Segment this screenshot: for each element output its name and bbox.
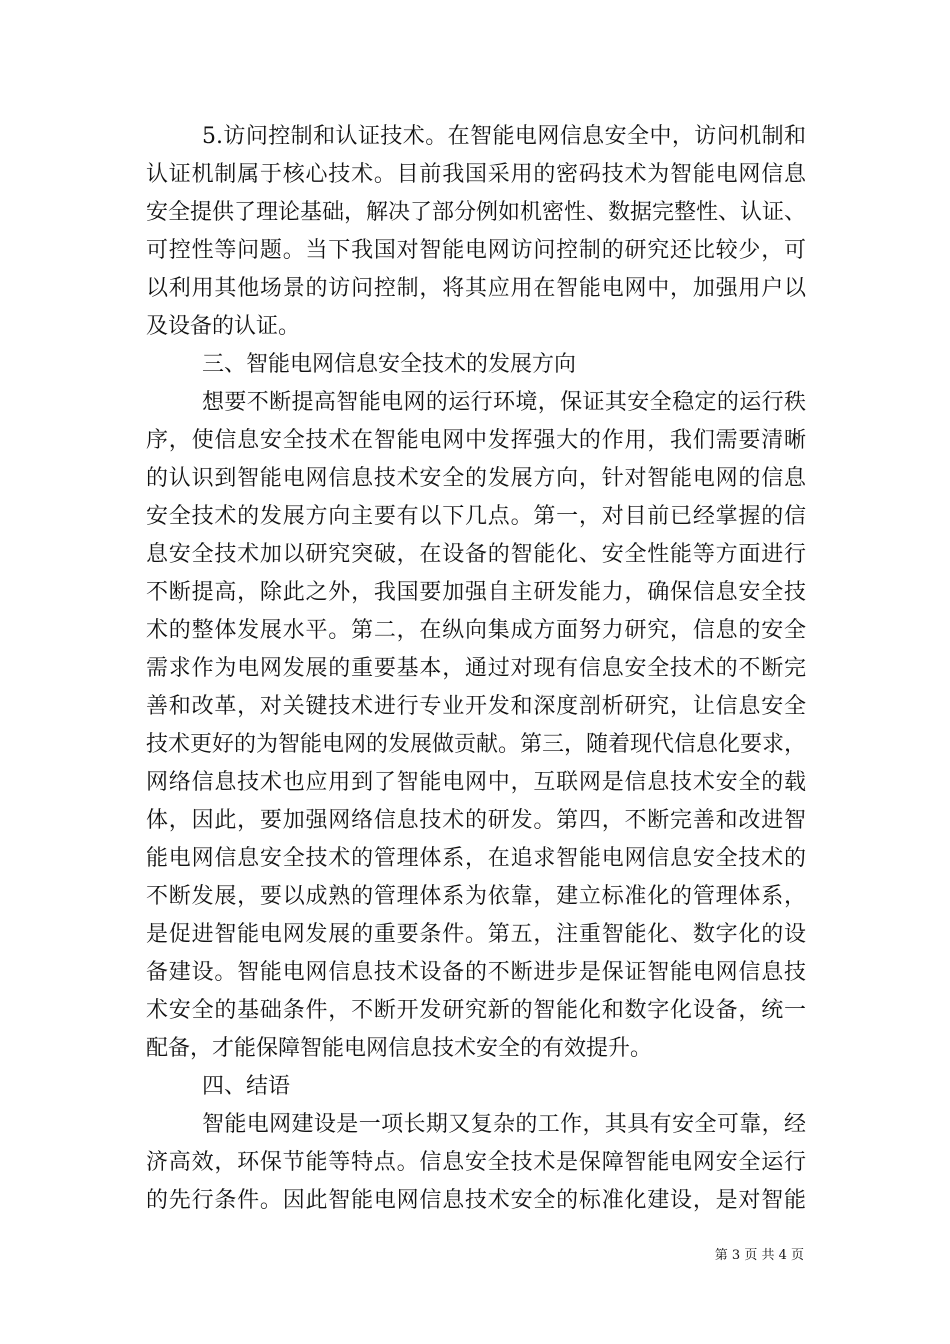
text-line: 认证机制属于核心技术。目前我国采用的密码技术为智能电网信息 (146, 162, 806, 187)
text-line: 息安全技术加以研究突破，在设备的智能化、安全性能等方面进行 (146, 542, 806, 567)
text-line: 术的整体发展水平。第二，在纵向集成方面努力研究，信息的安全 (146, 618, 806, 643)
text-line: 能电网信息安全技术的管理体系，在追求智能电网信息安全技术的 (146, 846, 806, 871)
text-line: 善和改革，对关键技术进行专业开发和深度剖析研究，让信息安全 (146, 694, 806, 719)
text-line: 体，因此，要加强网络信息技术的研发。第四，不断完善和改进智 (146, 808, 806, 833)
text-line: 想要不断提高智能电网的运行环境，保证其安全稳定的运行秩 (202, 390, 806, 415)
page-number-footer: 第 3 页 共 4 页 (714, 1248, 804, 1263)
paragraph (146, 384, 806, 1068)
text-line: 需求作为电网发展的重要基本，通过对现有信息安全技术的不断完 (146, 656, 806, 681)
text-line: 5.访问控制和认证技术。在智能电网信息安全中，访问机制和 (202, 124, 806, 149)
text-line: 序，使信息安全技术在智能电网中发挥强大的作用，我们需要清晰 (146, 428, 806, 453)
text-line: 网络信息技术也应用到了智能电网中，互联网是信息技术安全的载 (146, 770, 806, 795)
text-line: 的认识到智能电网信息技术安全的发展方向，针对智能电网的信息 (146, 466, 806, 491)
text-line: 是促进智能电网发展的重要条件。第五，注重智能化、数字化的设 (146, 922, 806, 947)
section-heading (146, 1068, 806, 1106)
text-line: 技术更好的为智能电网的发展做贡献。第三，随着现代信息化要求， (146, 732, 807, 757)
text-line: 不断提高，除此之外，我国要加强自主研发能力，确保信息安全技 (146, 580, 806, 605)
text-line: 济高效，环保节能等特点。信息安全技术是保障智能电网安全运行 (146, 1150, 806, 1175)
text-line: 安全技术的发展方向主要有以下几点。第一，对目前已经掌握的信 (146, 504, 806, 529)
paragraph (146, 118, 806, 346)
text-line: 四、结语 (202, 1074, 291, 1099)
body-text (146, 118, 806, 1220)
paragraph (146, 1106, 806, 1220)
text-line: 智能电网建设是一项长期又复杂的工作，其具有安全可靠，经 (202, 1112, 806, 1137)
text-line: 以利用其他场景的访问控制，将其应用在智能电网中，加强用户以 (146, 276, 806, 301)
text-line: 的先行条件。因此智能电网信息技术安全的标准化建设，是对智能 (146, 1188, 806, 1213)
text-line: 不断发展，要以成熟的管理体系为依靠，建立标准化的管理体系， (146, 884, 806, 909)
text-line: 可控性等问题。当下我国对智能电网访问控制的研究还比较少，可 (146, 238, 806, 263)
text-line: 术安全的基础条件，不断开发研究新的智能化和数字化设备，统一 (146, 998, 806, 1023)
text-line: 备建设。智能电网信息技术设备的不断进步是保证智能电网信息技 (146, 960, 806, 985)
section-heading (146, 346, 806, 384)
text-line: 三、智能电网信息安全技术的发展方向 (202, 352, 577, 377)
text-line: 及设备的认证。 (146, 314, 301, 339)
text-line: 配备，才能保障智能电网信息技术安全的有效提升。 (146, 1036, 653, 1061)
text-line: 安全提供了理论基础，解决了部分例如机密性、数据完整性、认证、 (146, 200, 807, 225)
